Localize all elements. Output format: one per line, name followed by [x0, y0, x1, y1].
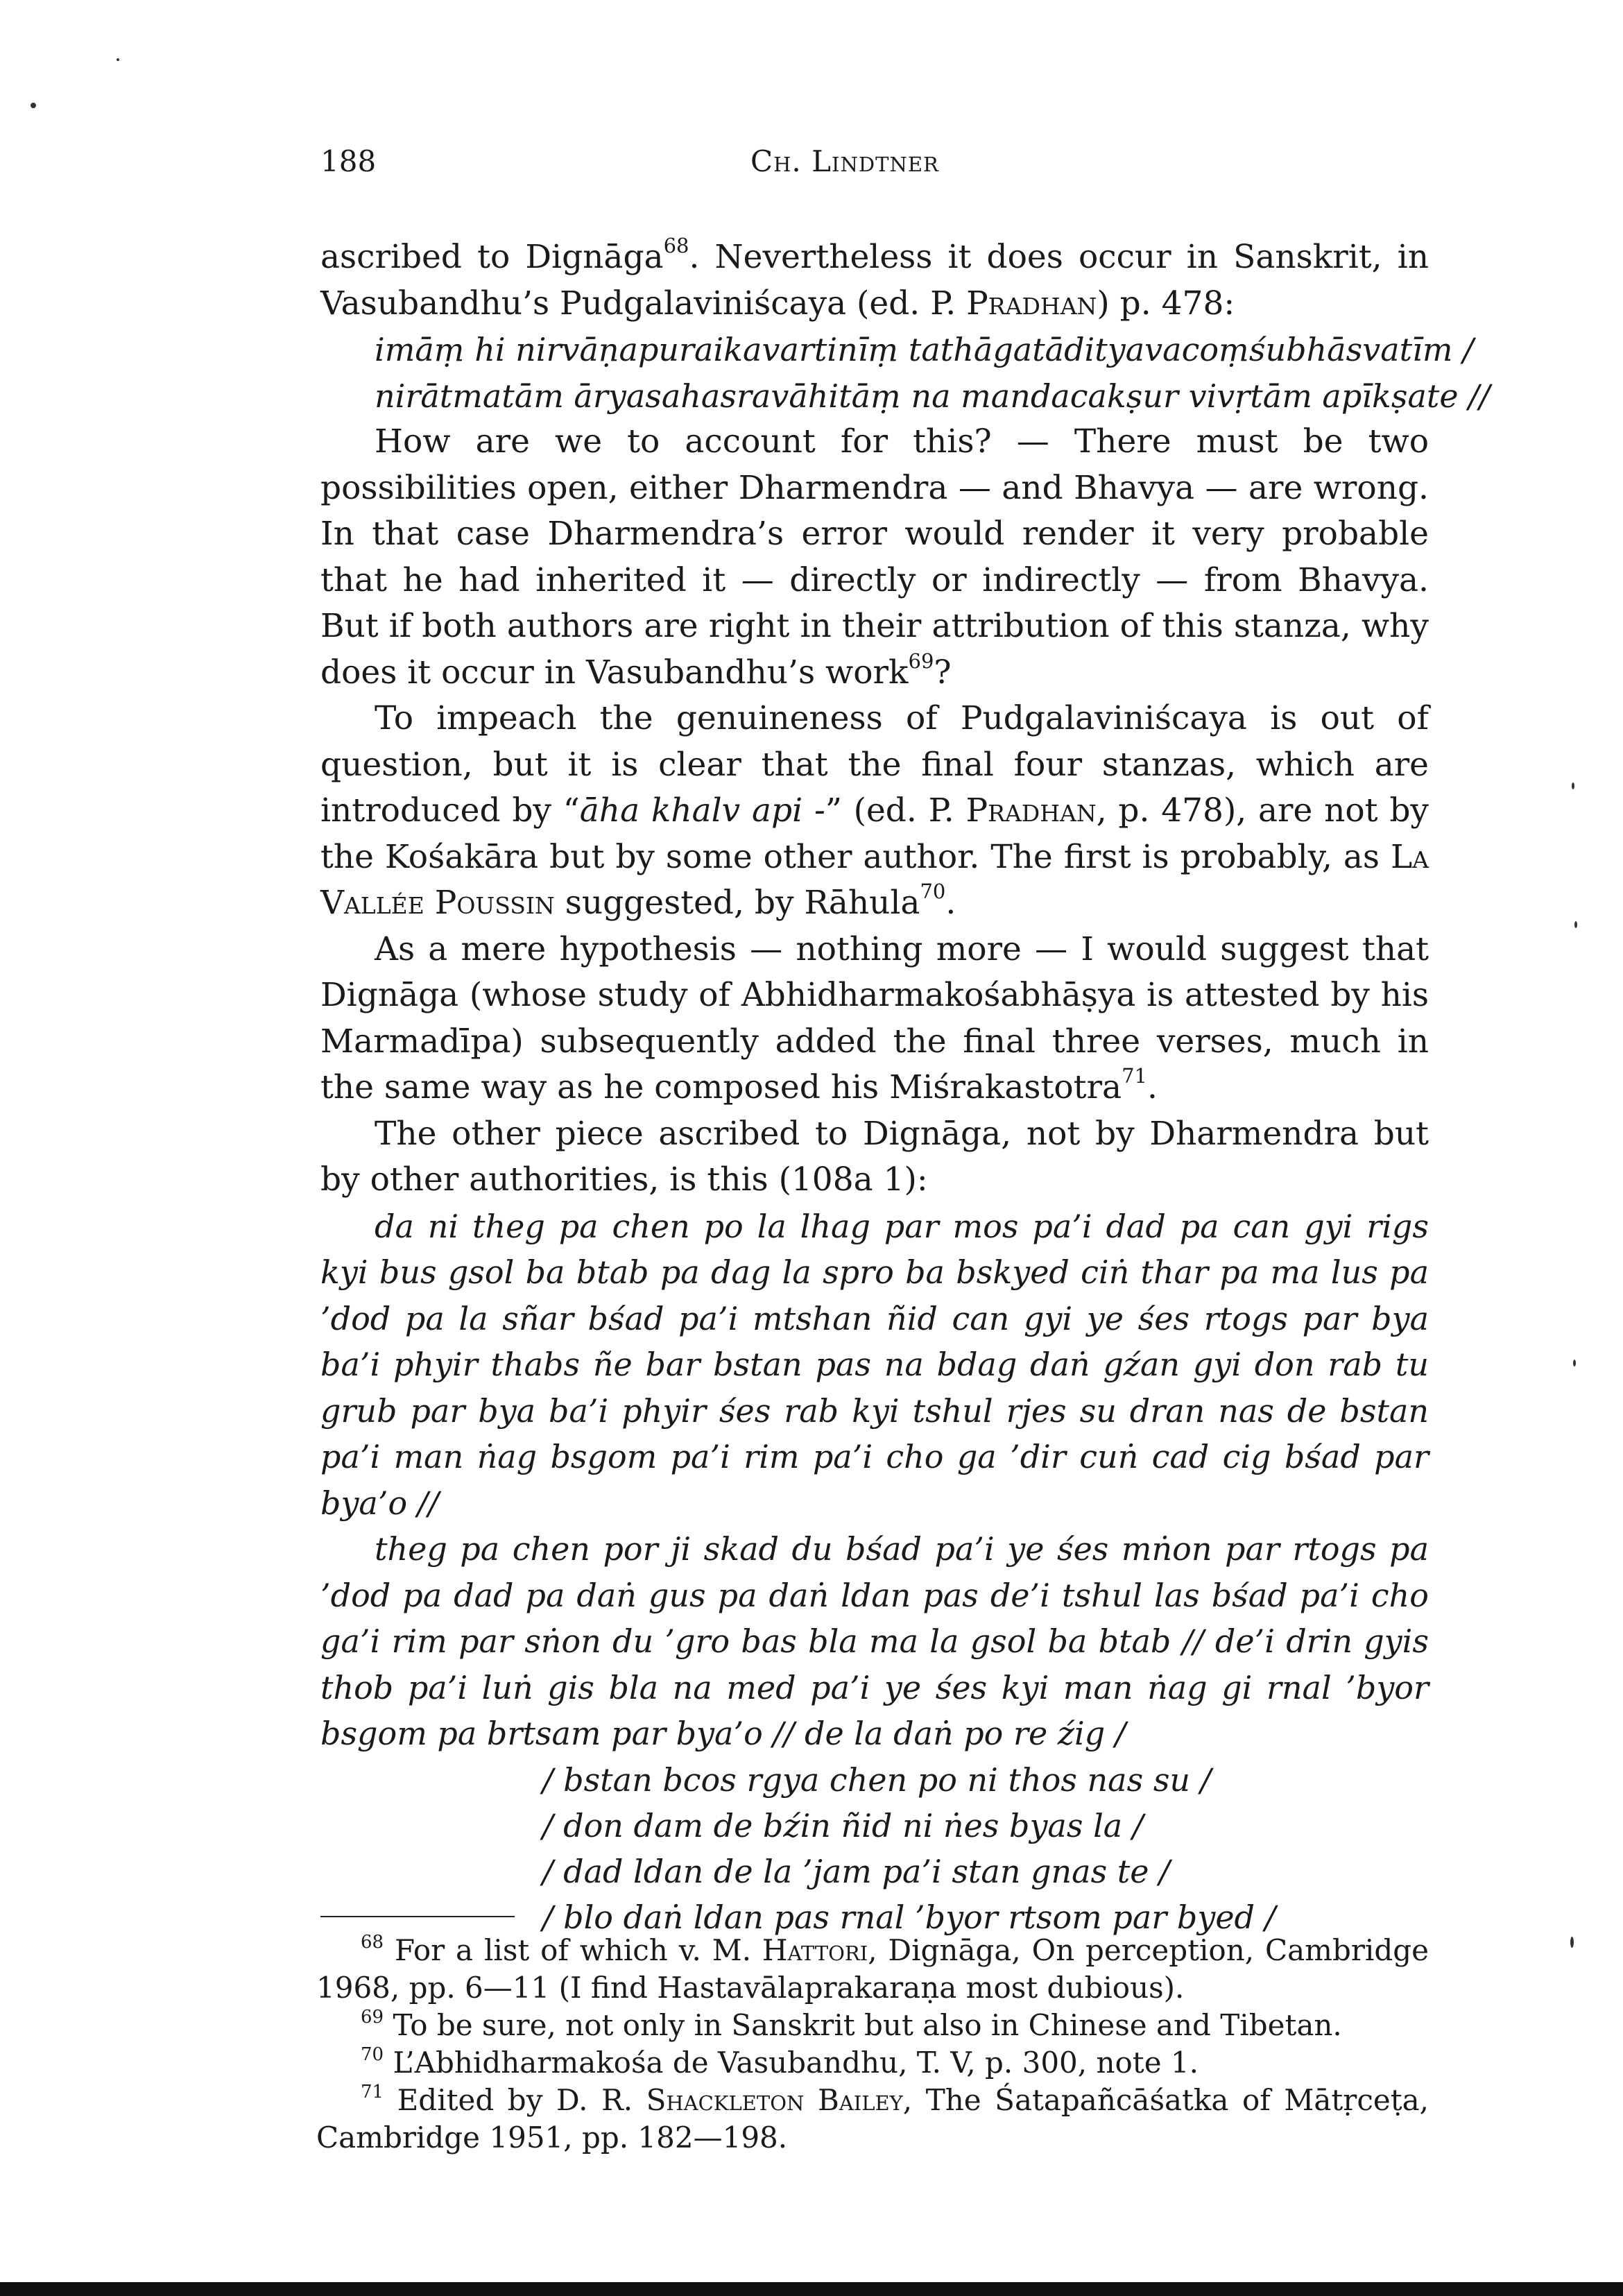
verse-line-4: / blo daṅ ldan pas rnal ’byor rtsom par byed /	[542, 1898, 1276, 1936]
footnote-divider	[320, 1916, 515, 1917]
page-number: 188	[320, 144, 377, 178]
paragraph-4: As a mere hypothesis — nothing more — I would suggest that Dignāga (whose study of Abhidharmakośabhāṣya is attested by his Marmadīpa) subsequently added the final three verses, much in the same way as he composed his Miśrakastotra$^{71}$.	[320, 929, 1429, 1106]
footnote-ref-68[interactable]: 68	[663, 234, 689, 257]
footnote-71: $^{71}$ Edited by D. R. Shackleton Bailey, The Śatapañcāśatka of Mātṛceṭa, Cambridge 1951, pp. 182—198.	[316, 2082, 1429, 2154]
scan-speck	[117, 58, 119, 61]
paragraph-3: To impeach the genuineness of Pudgalaviniścaya is out of question, but it is clear that the final four stanzas, which are introduced by “āha khalv api -” (ed. P. Pradhan, p. 478), are not by the Kośakāra but by some other author. The first is probably, as La Vallée Poussin suggested, by Rāhula$^{70}$.	[320, 699, 1429, 922]
paragraph-1: ascribed to Dignāga$^{68}$. Nevertheless it does occur in Sanskrit, in Vasubandhu’s Pudgalaviniścaya (ed. P. Pradhan) p. 478:	[320, 234, 1429, 323]
sanskrit-quote	[320, 327, 1491, 419]
scan-speck	[1573, 1360, 1576, 1367]
tibetan-passage-1: da ni theg pa chen po la lhag par mos pa’i dad pa can gyi rigs kyi bus gsol ba btab pa dag la spro ba bskyed ciṅ thar pa ma lus pa ’dod pa la sñar bśad pa’i mtshan ñid can gyi ye śes rtogs par bya ba’i phyir thabs ñe bar bstan pas na bdag daṅ gźan gyi don rab tu grub par bya ba’i phyir śes rab kyi tshul rjes su dran nas de bstan pa’i man ṅag bsgom pa’i rim pa’i cho ga ’dir cuṅ cad cig bśad par bya’o //	[320, 1207, 1429, 1522]
verse-line-3: / dad ldan de la ’jam pa’i stan gnas te /	[542, 1852, 1170, 1890]
footnote-ref-70[interactable]: 70	[920, 880, 946, 903]
footnote-ref-71[interactable]: 71	[1122, 1064, 1147, 1088]
scan-speck	[31, 103, 36, 108]
footnote-ref-69[interactable]: 69	[908, 649, 934, 673]
quote-line-2: nirātmatām āryasahasravāhitāṃ na mandacakṣur vivṛtām apīkṣate //	[375, 377, 1491, 415]
footnote-68: $^{68}$ For a list of which v. M. Hattori, Dignāga, On perception, Cambridge 1968, pp. 6—11 (I find Hastavālaprakaraṇa most dubious).	[316, 1932, 1429, 2005]
tibetan-verse	[320, 1757, 1429, 1940]
main-text	[320, 234, 1491, 1940]
footnotes	[316, 1932, 1429, 2157]
quote-line-1: imāṃ hi nirvāṇapuraikavartinīṃ tathāgatādityavacoṃśubhāsvatīm /	[375, 331, 1474, 368]
scan-edge	[0, 2282, 1623, 2296]
scan-speck	[1570, 1937, 1574, 1948]
verse-line-1: / bstan bcos rgya chen po ni thos nas su /	[542, 1760, 1212, 1799]
scan-speck	[1574, 921, 1577, 928]
paragraph-2: How are we to account for this? — There must be two possibilities open, either Dharmendra — and Bhavya — are wrong. In that case Dharmendra’s error would render it very probable that he had inherited it — directly or indirectly — from Bhavya. But if both authors are right in their attribution of this stanza, why does it occur in Vasubandhu’s work$^{69}$?	[320, 422, 1429, 692]
tibetan-passage-2: theg pa chen por ji skad du bśad pa’i ye śes mṅon par rtogs pa ’dod pa dad pa daṅ gus pa daṅ ldan pas de’i tshul las bśad pa’i cho ga’i rim par sṅon du ’gro bas bla ma la gsol ba btab // de’i drin gyis thob pa’i luṅ gis bla na med pa’i ye śes kyi man ṅag gi rnal ’byor bsgom pa brtsam par bya’o // de la daṅ po re źig /	[320, 1530, 1429, 1752]
footnote-69: $^{69}$ To be sure, not only in Sanskrit but also in Chinese and Tibetan.	[361, 2007, 1342, 2042]
running-title: Ch. Lindtner	[750, 144, 939, 178]
paragraph-5: The other piece ascribed to Dignāga, not by Dharmendra but by other authorities, is this (108a 1):	[320, 1114, 1429, 1199]
scan-speck	[1572, 782, 1574, 789]
running-header	[320, 144, 1430, 193]
footnote-70: $^{70}$ L’Abhidharmakośa de Vasubandhu, T. V, p. 300, note 1.	[361, 2044, 1199, 2080]
verse-line-2: / don dam de bźin ñid ni ṅes byas la /	[542, 1806, 1144, 1844]
